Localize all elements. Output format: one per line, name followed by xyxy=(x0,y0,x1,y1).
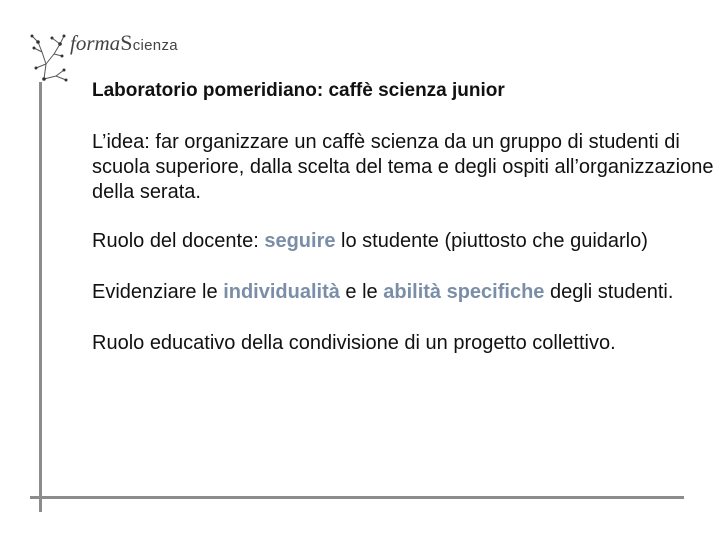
p3-highlight-individuality: individualità xyxy=(223,281,340,303)
p3-highlight-skills: abilità specifiche xyxy=(383,281,545,303)
paragraph-teacher-role xyxy=(92,229,717,254)
paragraph-idea: L’idea: far organizzare un caffè scienza da un gruppo di studenti di scuola superiore, dalla scelta del tema e degli ospiti all’organizzazione della serata. xyxy=(92,131,714,203)
vertical-rule xyxy=(39,82,42,512)
p3-text-b: e le xyxy=(339,281,384,303)
logo-cienza: cienza xyxy=(132,37,178,54)
logo-s: S xyxy=(120,30,133,55)
p2-text-a: Ruolo del docente: xyxy=(92,230,265,252)
p2-highlight: seguire xyxy=(264,230,336,252)
slide-title: Laboratorio pomeridiano: caffè scienza junior xyxy=(92,80,505,101)
paragraph-highlight-skills xyxy=(92,280,717,305)
p2-text-b: lo studente (piuttosto che guidarlo) xyxy=(335,230,648,252)
horizontal-rule xyxy=(30,496,684,499)
logo-wordmark xyxy=(70,30,178,56)
paragraph-collective-project: Ruolo educativo della condivisione di un progetto collettivo. xyxy=(92,332,616,354)
slide-content xyxy=(92,78,717,356)
p3-text-a: Evidenziare le xyxy=(92,281,224,303)
logo-forma: forma xyxy=(70,31,121,55)
logo-scienza xyxy=(120,30,178,55)
p3-text-c: degli studenti. xyxy=(544,281,674,303)
